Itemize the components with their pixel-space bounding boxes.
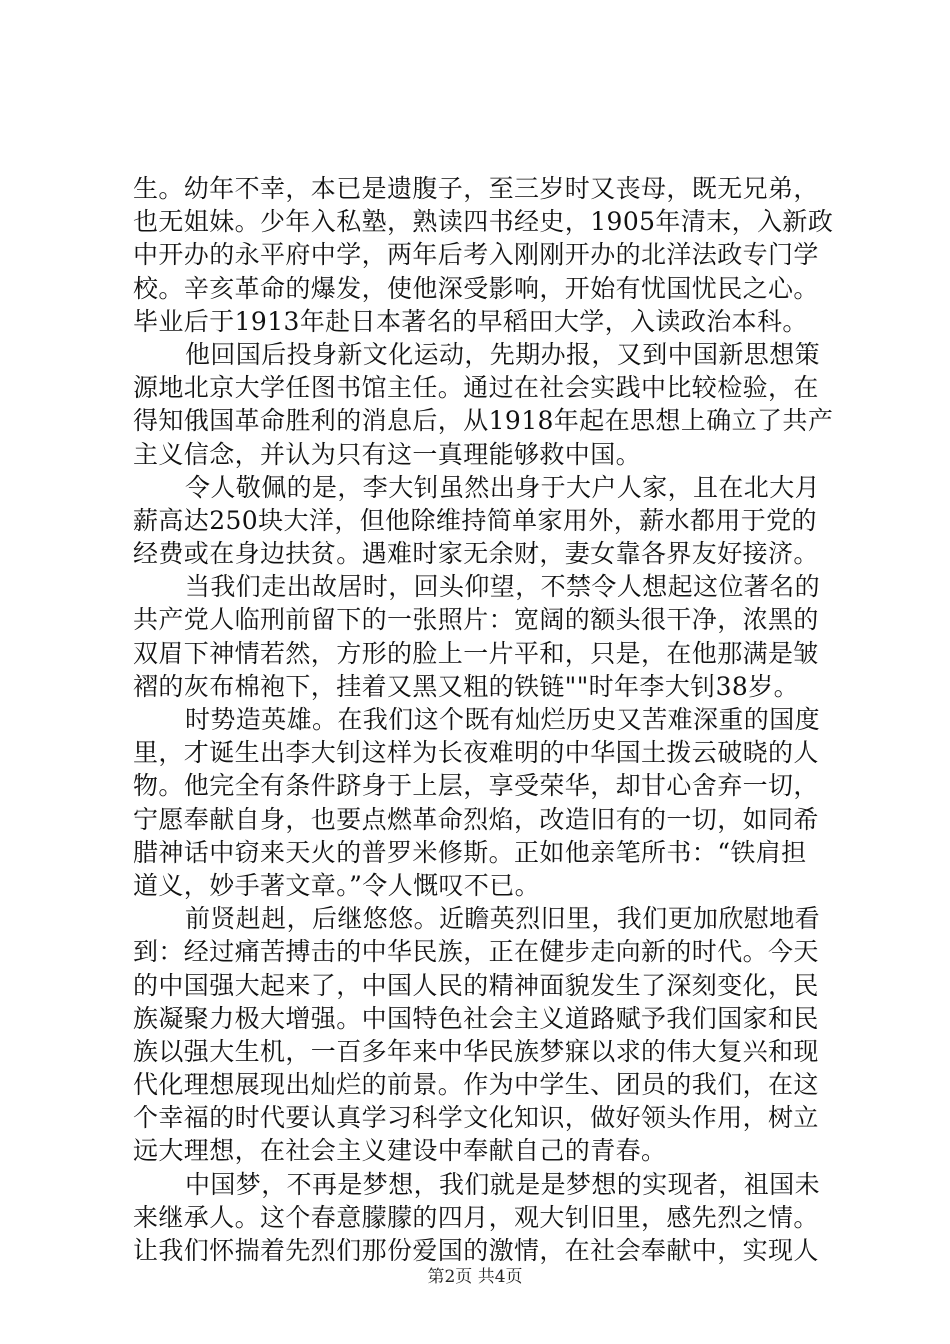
text-line: 共产党人临刑前留下的一张照片：宽阔的额头很干净，浓黑的 [133, 605, 819, 635]
text-line: 当我们走出故居时，回头仰望，不禁令人想起这位著名的 [185, 572, 821, 602]
text-line: 主义信念，并认为只有这一真理能够救中国。 [133, 439, 642, 469]
text-line: 代化理想展现出灿烂的前景。作为中学生、团员的我们，在这 [133, 1070, 819, 1100]
text-line: 褶的灰布棉袍下，挂着又黑又粗的铁链""时年李大钊38岁。 [133, 671, 800, 701]
text-line: 他回国后投身新文化运动，先期办报，又到中国新思想策 [185, 339, 821, 369]
text-line: 前贤赳赳，后继悠悠。近瞻英烈旧里，我们更加欣慰地看 [185, 904, 821, 934]
text-line: 到：经过痛苦搏击的中华民族，正在健步走向新的时代。今天 [133, 937, 819, 967]
text-line: 校。辛亥革命的爆发，使他深受影响，开始有忧国忧民之心。 [133, 273, 819, 303]
text-line: 个幸福的时代要认真学习科学文化知识，做好领头作用，树立 [133, 1103, 819, 1133]
text-line: 生。幼年不幸，本已是遗腹子，至三岁时又丧母，既无兄弟， [133, 174, 819, 203]
text-line: 源地北京大学任图书馆主任。通过在社会实践中比较检验，在 [133, 373, 819, 403]
text-line: 时势造英雄。在我们这个既有灿烂历史又苦难深重的国度 [185, 705, 821, 734]
text-line: 族以强大生机，一百多年来中华民族梦寐以求的伟大复兴和现 [133, 1036, 819, 1066]
text-line: 双眉下神情若然，方形的脸上一片平和，只是，在他那满是皱 [133, 638, 819, 668]
text-line: 来继承人。这个春意朦朦的四月，观大钊旧里，感先烈之情。 [133, 1202, 819, 1232]
text-line: 族凝聚力极大增强。中国特色社会主义道路赋予我们国家和民 [133, 1003, 819, 1033]
text-line: 腊神话中窃来天火的普罗米修斯。正如他亲笔所书：“铁肩担 [133, 837, 807, 867]
text-line: 物。他完全有条件跻身于上层，享受荣华，却甘心舍弃一切， [133, 771, 819, 801]
text-line: 得知俄国革命胜利的消息后，从1918年起在思想上确立了共产 [133, 406, 834, 436]
page-footer: 第2页 共4页 [427, 1267, 523, 1287]
text-line: 中开办的永平府中学，两年后考入刚刚开办的北洋法政专门学 [133, 240, 819, 270]
text-line: 薪高达250块大洋，但他除维持简单家用外，薪水都用于党的 [133, 505, 817, 535]
text-line: 的中国强大起来了，中国人民的精神面貌发生了深刻变化，民 [133, 970, 819, 1000]
text-line: 宁愿奉献自身，也要点燃革命烈焰，改造旧有的一切，如同希 [133, 804, 819, 834]
text-line: 也无姐妹。少年入私塾，熟读四书经史，1905年清末，入新政 [133, 207, 834, 237]
text-line: 经费或在身边扶贫。遇难时家无余财，妻女靠各界友好接济。 [133, 539, 819, 569]
text-line: 远大理想，在社会主义建设中奉献自己的青春。 [133, 1136, 667, 1166]
text-line: 道义，妙手著文章。”令人慨叹不已。 [133, 870, 541, 900]
text-line: 让我们怀揣着先烈们那份爱国的激情，在社会奉献中，实现人 [133, 1236, 819, 1265]
text-line: 令人敬佩的是，李大钊虽然出身于大户人家，且在北大月 [185, 472, 821, 502]
text-line: 里，才诞生出李大钊这样为长夜难明的中华国土拨云破晓的人 [133, 738, 819, 768]
document-body [133, 172, 834, 1267]
text-line: 中国梦，不再是梦想，我们就是是梦想的实现者，祖国未 [185, 1169, 821, 1199]
text-line: 毕业后于1913年赴日本著名的早稻田大学，入读政治本科。 [133, 306, 808, 336]
